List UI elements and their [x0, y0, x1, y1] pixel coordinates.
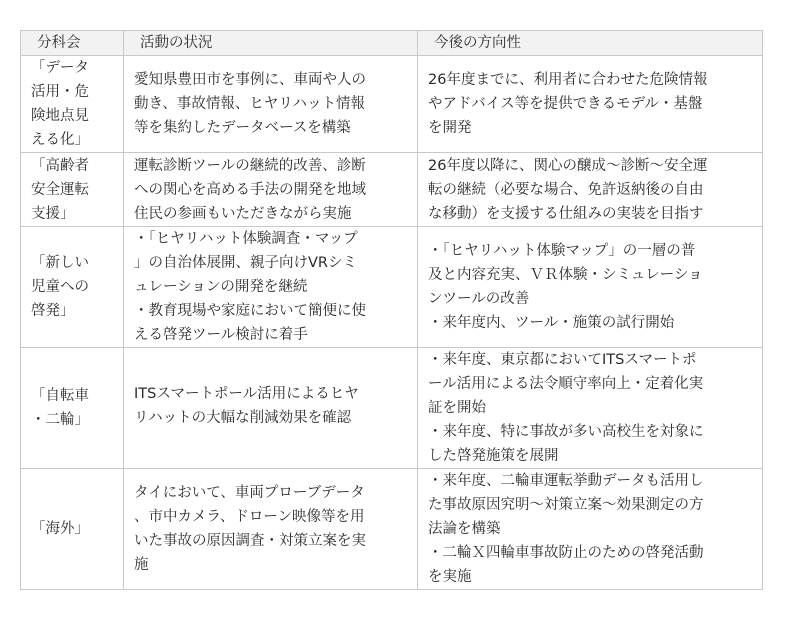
- subcommittee-status-table: [20, 30, 763, 590]
- activity-cell: ・「ヒヤリハット体験調査・マップ 」の自治体展開、親子向けVRシミ ュレーションの開発を継続 ・教育現場や家庭において簡便に使 える啓発ツール検討に着手: [124, 227, 418, 348]
- table-row: [21, 469, 763, 590]
- header-future-direction: 今後の方向性: [418, 31, 763, 56]
- table-row: [21, 153, 763, 227]
- table-header-row: [21, 31, 763, 56]
- direction-cell: 26年度までに、利用者に合わせた危険情報 やアドバイス等を提供できるモデル・基盤 を開発: [418, 56, 763, 153]
- subcommittee-cell: 「新しい 児童への 啓発」: [21, 227, 124, 348]
- activity-cell: ITSスマートポール活用によるヒヤ リハットの大幅な削減効果を確認: [124, 348, 418, 469]
- activity-cell: 運転診断ツールの継続的改善、診断 への関心を高める手法の開発を地域 住民の参画もいただきながら実施: [124, 153, 418, 227]
- header-activity-status: 活動の状況: [124, 31, 418, 56]
- table-row: [21, 56, 763, 153]
- activity-cell: 愛知県豊田市を事例に、車両や人の 動き、事故情報、ヒヤリハット情報 等を集約したデータベースを構築: [124, 56, 418, 153]
- direction-cell: ・来年度、東京都においてITSスマートポ ール活用による法令順守率向上・定着化実 証を開始 ・来年度、特に事故が多い高校生を対象に した啓発施策を展開: [418, 348, 763, 469]
- header-subcommittee: 分科会: [21, 31, 124, 56]
- direction-cell: ・「ヒヤリハット体験マップ」の一層の普 及と内容充実、ＶＲ体験・シミュレーショ ンツールの改善 ・来年度内、ツール・施策の試行開始: [418, 227, 763, 348]
- subcommittee-cell: 「海外」: [21, 469, 124, 590]
- subcommittee-cell: 「自転車 ・二輪」: [21, 348, 124, 469]
- subcommittee-cell: 「データ 活用・危 険地点見 える化」: [21, 56, 124, 153]
- direction-cell: ・来年度、二輪車運転挙動データも活用し た事故原因究明〜対策立案〜効果測定の方 法論を構築 ・二輪Ｘ四輪車事故防止のための啓発活動 を実施: [418, 469, 763, 590]
- subcommittee-cell: 「高齢者 安全運転 支援」: [21, 153, 124, 227]
- table-row: [21, 227, 763, 348]
- direction-cell: 26年度以降に、関心の醸成〜診断〜安全運 転の継続（必要な場合、免許返納後の自由 な移動）を支援する仕組みの実装を目指す: [418, 153, 763, 227]
- activity-cell: タイにおいて、車両プローブデータ 、市中カメラ、ドローン映像等を用 いた事故の原因調査・対策立案を実 施: [124, 469, 418, 590]
- table-row: [21, 348, 763, 469]
